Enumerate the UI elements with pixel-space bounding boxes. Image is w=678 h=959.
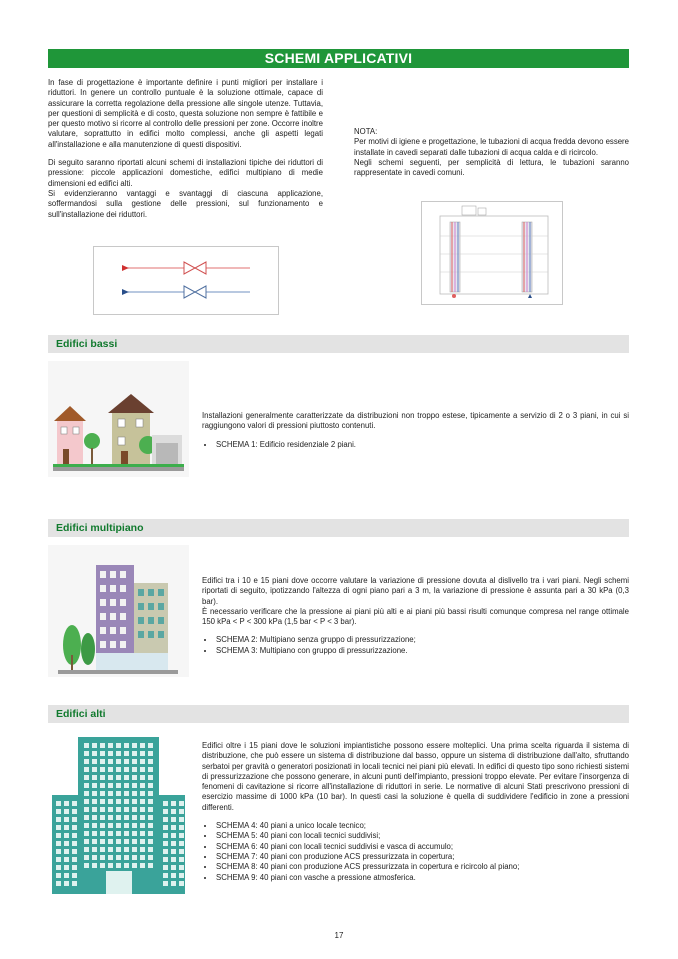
roof-icon <box>108 394 154 413</box>
list-item: • SCHEMA 7: 40 piani con produzione ACS pressurizzata in copertura; <box>215 852 629 862</box>
list-item: • SCHEMA 9: 40 piani con vasche a pressione atmosferica. <box>215 873 629 883</box>
valve-icon <box>184 286 195 298</box>
section-bullets-bassi <box>202 440 629 450</box>
roof-icon <box>54 406 86 421</box>
arrow-right-icon <box>122 289 129 295</box>
section-text-multipiano-2: È necessario verificare che la pressione ai piani più alti e ai piani più bassi risulti comunque compresa nel range ottimale 150 kPa < P < 300 kPa (1,5 bar < P < 3 bar). <box>202 606 629 627</box>
intro-text <box>48 78 323 220</box>
page-number: 17 <box>334 931 344 940</box>
section-body-bassi <box>202 411 629 450</box>
valve-diagram <box>93 246 279 315</box>
list-item: • SCHEMA 8: 40 piani con produzione ACS pressurizzata in copertura e ricircolo al piano; <box>215 862 629 872</box>
arrow-right-icon <box>122 265 129 271</box>
nota-label: NOTA: <box>354 127 378 136</box>
multistorey-svg <box>48 545 189 677</box>
section-bullets-alti <box>202 821 629 883</box>
section-title-bassi: Edifici bassi <box>56 338 118 350</box>
section-title-alti: Edifici alti <box>56 708 106 720</box>
list-item: • SCHEMA 4: 40 piani a unico locale tecnico; <box>215 821 629 831</box>
hot-pipe-line <box>122 262 250 274</box>
section-text-alti: Edifici oltre i 15 piani dove le soluzioni impiantistiche possono essere molteplici. Una prima scelta riguarda il sistema di distribuzione, che può essere un sistema di distribuzione dal basso, oppure un sistema di distribuzione dall'alto, sfruttando serbatoi per gravità o generatori posizionati in locali tecnici nei piani più elevati. In edifici di questo tipo sono richiesti sistemi di pressurizzazione che possono generare, in alcuni punti dell'impianto, pressioni troppo elevate. Per evitare l'insorgenza di fenomeni di cavitazione si ricorre all'installazione di riduttori in serie. Le normative di alcuni Stati prescrivono pressioni di esercizio massime di 1000 kPa (10 bar). In questi casi la soluzione è quella di suddividere l'edificio in zone a pressioni differenti. <box>202 741 629 812</box>
section-header-alti <box>48 705 629 723</box>
shaft-diagram <box>421 201 563 305</box>
list-item: • SCHEMA 5: 40 piani con locali tecnici suddivisi; <box>215 831 629 841</box>
nota-text <box>354 127 629 178</box>
valve-diagram-svg <box>94 247 278 314</box>
list-item: • SCHEMA 6: 40 piani con locali tecnici suddivisi e vasca di accumulo; <box>215 842 629 852</box>
intro-paragraph-3: Si evidenzieranno vantaggi e svantaggi di ciascuna applicazione, soffermandosi sulla gestione delle pressioni, sul funzionamento e sull'installazione dei riduttori. <box>48 188 323 219</box>
houses-svg <box>48 361 189 477</box>
section-body-alti <box>202 741 629 883</box>
shaft-diagram-svg <box>422 202 562 304</box>
cold-pipe-line <box>122 286 250 298</box>
section-header-multipiano <box>48 519 629 537</box>
section-bullets-multipiano <box>202 635 629 656</box>
section-text-bassi: Installazioni generalmente caratterizzate da distribuzioni non troppo estese, tipicamente a servizio di 2 o 3 piani, in cui si raggiungono valori di pressioni piuttosto contenuti. <box>202 411 629 431</box>
page-title: SCHEMI APPLICATIVI <box>48 49 629 68</box>
tree-icon <box>84 433 100 449</box>
list-item: • SCHEMA 3: Multipiano con gruppo di pressurizzazione. <box>215 646 629 656</box>
nota-paragraph-2: Negli schemi seguenti, per semplicità di lettura, le tubazioni saranno rappresentate in cavedi comuni. <box>354 157 629 178</box>
multistorey-illustration <box>48 545 189 677</box>
valve-icon <box>184 262 195 274</box>
tower-illustration <box>48 731 189 897</box>
section-text-multipiano-1: Edifici tra i 10 e 15 piani dove occorre valutare la variazione di pressione dovuta al dislivello tra i vari piani. Negli schemi riportati di seguito, ipotizzando l'altezza di ogni piano pari a 3 m, la variazione di pressione è assunta pari a 30 kPa (0,3 bar). <box>202 576 629 606</box>
section-title-multipiano: Edifici multipiano <box>56 522 144 534</box>
list-item: • SCHEMA 2: Multipiano senza gruppo di pressurizzazione; <box>215 635 629 645</box>
intro-paragraph-1: In fase di progettazione è importante definire i punti migliori per installare i riduttori. In genere un controllo puntuale è la soluzione ottimale, capace di assicurare la corretta regolazione della pressione alle singole utenze. Tuttavia, per questioni di semplicità e di costo, questa soluzione non sempre è fattibile e per questo motivo si ricorre al controllo delle pressioni per zone. Occorre inoltre valutare, soprattutto in edifici molto complessi, anche gli aspetti legati all'installazione e alla manutenzione di questi dispositivi. <box>48 78 323 149</box>
nota-paragraph-1: Per motivi di igiene e progettazione, le tubazioni di acqua fredda devono essere installate in cavedi separati dalle tubazioni di acqua calda e di ricircolo. <box>354 137 629 157</box>
tree-icon <box>81 633 95 665</box>
section-header-bassi <box>48 335 629 353</box>
intro-paragraph-2: Di seguito saranno riportati alcuni schemi di installazioni tipiche dei riduttori di pressione: piccole applicazioni domestiche, edifici multipiano di medie dimensioni ed edifici alti. <box>48 158 323 188</box>
houses-illustration <box>48 361 189 477</box>
tank-icon <box>462 206 476 215</box>
section-body-multipiano <box>202 576 629 656</box>
arrow-up-icon <box>528 294 532 298</box>
list-item: • SCHEMA 1: Edificio residenziale 2 piani. <box>215 440 629 450</box>
inlet-icon <box>452 294 456 298</box>
tower-svg <box>48 731 189 897</box>
